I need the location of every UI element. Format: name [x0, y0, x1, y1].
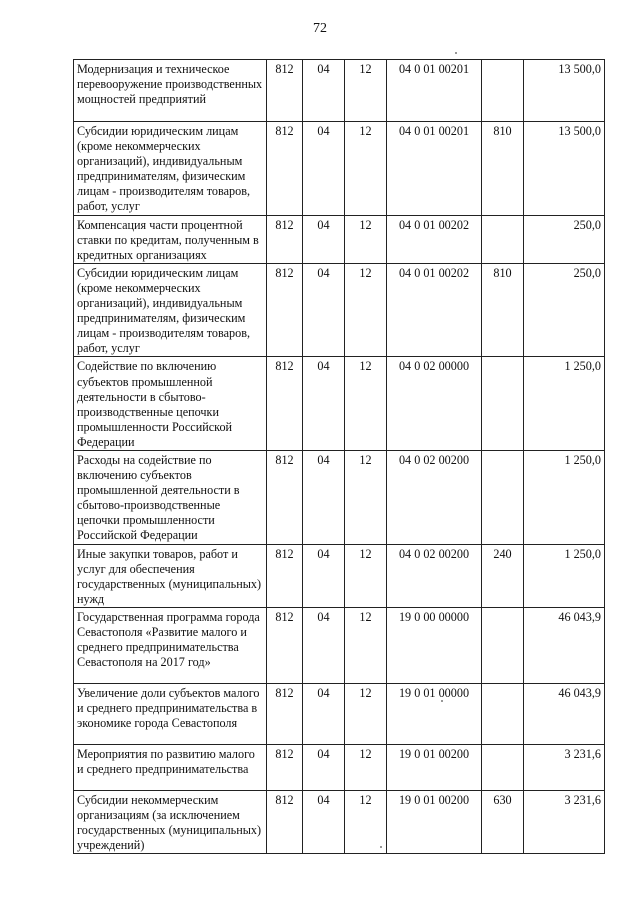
amount: 3 231,6: [524, 790, 605, 853]
ministry-code: 812: [267, 215, 303, 263]
subsection-code: 12: [345, 357, 387, 451]
amount: 3 231,6: [524, 744, 605, 790]
subsection-code: 12: [345, 607, 387, 683]
table-row: [74, 60, 605, 122]
section-code: 04: [303, 60, 345, 122]
expense-name: Субсидии юридическим лицам (кроме некоммерческих организаций), индивидуальным предпринимателям, физическим лицам - производителям товаров, работ, услуг: [74, 263, 267, 357]
expense-name: Содействие по включению субъектов промышленной деятельности в сбытово-производственные цепочки промышленности Российской Федерации: [74, 357, 267, 451]
section-code: 04: [303, 544, 345, 607]
target-article-code: 19 0 01 00200: [387, 744, 482, 790]
section-code: 04: [303, 263, 345, 357]
section-code: 04: [303, 790, 345, 853]
target-article-code: 19 0 01 00000: [387, 683, 482, 744]
page-number: 72: [313, 21, 327, 36]
table-row: [74, 607, 605, 683]
expense-name: Модернизация и техническое перевооружение производственных мощностей предприятий: [74, 60, 267, 122]
expense-name: Мероприятия по развитию малого и среднего предпринимательства: [74, 744, 267, 790]
section-code: 04: [303, 607, 345, 683]
expense-type-code: 810: [482, 263, 524, 357]
expense-type-code: [482, 60, 524, 122]
section-code: 04: [303, 122, 345, 216]
table-row: [74, 744, 605, 790]
subsection-code: 12: [345, 60, 387, 122]
target-article-code: 04 0 01 00201: [387, 60, 482, 122]
expense-type-code: [482, 357, 524, 451]
expense-type-code: 630: [482, 790, 524, 853]
expense-name: Увеличение доли субъектов малого и среднего предпринимательства в экономике города Севастополя: [74, 683, 267, 744]
target-article-code: 04 0 02 00200: [387, 544, 482, 607]
expense-name: Государственная программа города Севастополя «Развитие малого и среднего предпринимательства Севастополя на 2017 год»: [74, 607, 267, 683]
target-article-code: 04 0 01 00202: [387, 215, 482, 263]
section-code: 04: [303, 744, 345, 790]
section-code: 04: [303, 357, 345, 451]
ministry-code: 812: [267, 60, 303, 122]
table-row: [74, 263, 605, 357]
subsection-code: 12: [345, 790, 387, 853]
target-article-code: 04 0 02 00000: [387, 357, 482, 451]
ministry-code: 812: [267, 122, 303, 216]
ministry-code: 812: [267, 544, 303, 607]
table-row: [74, 790, 605, 853]
amount: 250,0: [524, 263, 605, 357]
expense-type-code: [482, 744, 524, 790]
ministry-code: 812: [267, 607, 303, 683]
ministry-code: 812: [267, 683, 303, 744]
table-row: [74, 683, 605, 744]
amount: 13 500,0: [524, 122, 605, 216]
amount: 1 250,0: [524, 544, 605, 607]
budget-table: [73, 59, 605, 854]
table-row: [74, 122, 605, 216]
subsection-code: 12: [345, 450, 387, 544]
expense-type-code: [482, 607, 524, 683]
table-row: [74, 215, 605, 263]
expense-type-code: 240: [482, 544, 524, 607]
expense-name: Компенсация части процентной ставки по кредитам, полученным в кредитных организациях: [74, 215, 267, 263]
table-row: [74, 450, 605, 544]
target-article-code: 04 0 01 00201: [387, 122, 482, 216]
expense-name: Иные закупки товаров, работ и услуг для обеспечения государственных (муниципальных) нужд: [74, 544, 267, 607]
subsection-code: 12: [345, 544, 387, 607]
table-row: [74, 544, 605, 607]
subsection-code: 12: [345, 215, 387, 263]
subsection-code: 12: [345, 122, 387, 216]
target-article-code: 04 0 02 00200: [387, 450, 482, 544]
subsection-code: 12: [345, 263, 387, 357]
section-code: 04: [303, 215, 345, 263]
scan-speck: [455, 52, 457, 54]
table-row: [74, 357, 605, 451]
amount: 46 043,9: [524, 683, 605, 744]
ministry-code: 812: [267, 744, 303, 790]
amount: 46 043,9: [524, 607, 605, 683]
target-article-code: 04 0 01 00202: [387, 263, 482, 357]
expense-type-code: [482, 683, 524, 744]
expense-type-code: [482, 450, 524, 544]
subsection-code: 12: [345, 683, 387, 744]
amount: 1 250,0: [524, 450, 605, 544]
subsection-code: 12: [345, 744, 387, 790]
target-article-code: 19 0 01 00200: [387, 790, 482, 853]
expense-name: Субсидии некоммерческим организациям (за исключением государственных (муниципальных) учреждений): [74, 790, 267, 853]
table-body: [74, 60, 605, 854]
expense-name: Расходы на содействие по включению субъектов промышленной деятельности в сбытово-производственные цепочки промышленности Российской Федерации: [74, 450, 267, 544]
section-code: 04: [303, 450, 345, 544]
ministry-code: 812: [267, 263, 303, 357]
scan-speck: [441, 700, 443, 702]
amount: 1 250,0: [524, 357, 605, 451]
scan-speck: [380, 846, 382, 848]
ministry-code: 812: [267, 450, 303, 544]
amount: 250,0: [524, 215, 605, 263]
ministry-code: 812: [267, 357, 303, 451]
expense-type-code: [482, 215, 524, 263]
amount: 13 500,0: [524, 60, 605, 122]
expense-name: Субсидии юридическим лицам (кроме некоммерческих организаций), индивидуальным предпринимателям, физическим лицам - производителям товаров, работ, услуг: [74, 122, 267, 216]
ministry-code: 812: [267, 790, 303, 853]
section-code: 04: [303, 683, 345, 744]
target-article-code: 19 0 00 00000: [387, 607, 482, 683]
expense-type-code: 810: [482, 122, 524, 216]
